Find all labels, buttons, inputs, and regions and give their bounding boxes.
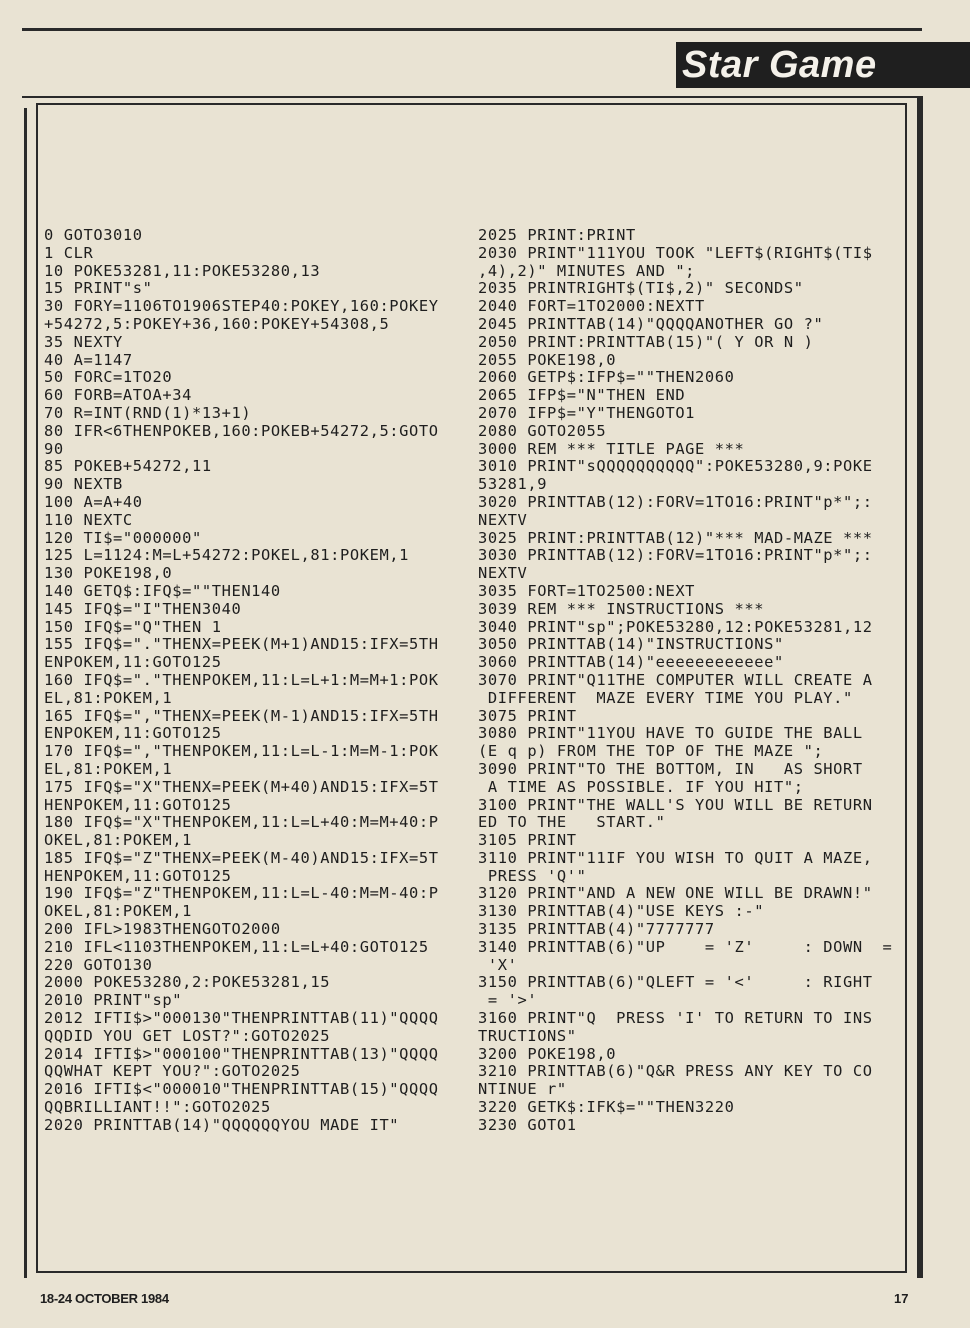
code-line: 30 FORY=1106TO1906STEP40:POKEY,160:POKEY (44, 297, 439, 316)
code-line: 3230 GOTO1 (478, 1115, 577, 1134)
code-line: 3030 PRINTTAB(12):FORV=1TO16:PRINT"p*";: (478, 546, 873, 565)
listing-left-column (44, 227, 470, 1135)
code-line: 90 NEXTB (44, 475, 123, 494)
code-line: 3200 POKE198,0 (478, 1044, 617, 1063)
top-rule (22, 28, 922, 31)
code-line: 3140 PRINTTAB(6)"UP = 'Z' : DOWN = (478, 937, 893, 956)
code-line: (E q p) FROM THE TOP OF THE MAZE "; (478, 742, 824, 761)
code-line: PRESS 'Q'" (478, 866, 587, 885)
code-line: 150 IFQ$="Q"THEN 1 (44, 617, 222, 636)
code-line: HENPOKEM,11:GOTO125 (44, 866, 232, 885)
code-line: 0 GOTO3010 (44, 226, 143, 244)
code-line: EL,81:POKEM,1 (44, 759, 173, 778)
code-line: 2055 POKE198,0 (478, 350, 617, 369)
code-line: DIFFERENT MAZE EVERY TIME YOU PLAY." (478, 688, 853, 707)
code-line: OKEL,81:POKEM,1 (44, 831, 192, 850)
code-line: 40 A=1147 (44, 350, 133, 369)
code-line: 3160 PRINT"Q PRESS 'I' TO RETURN TO INS (478, 1009, 873, 1028)
code-line: 125 L=1124:M=L+54272:POKEL,81:POKEM,1 (44, 546, 410, 565)
code-line: HENPOKEM,11:GOTO125 (44, 795, 232, 814)
code-line: QQBRILLIANT!!":GOTO2025 (44, 1098, 271, 1117)
code-line: 3135 PRINTTAB(4)"7777777 (478, 920, 715, 939)
code-line: 3025 PRINT:PRINTTAB(12)"*** MAD-MAZE *** (478, 528, 873, 547)
code-line: 2035 PRINTRIGHT$(TI$,2)" SECONDS" (478, 279, 804, 298)
code-line: 2020 PRINTTAB(14)"QQQQQQYOU MADE IT" (44, 1115, 400, 1134)
code-line: 2060 GETP$:IFP$=""THEN2060 (478, 368, 735, 387)
code-line: 60 FORB=ATOA+34 (44, 386, 192, 405)
code-line: 3040 PRINT"sp";POKE53280,12:POKE53281,12 (478, 617, 873, 636)
code-line: 3020 PRINTTAB(12):FORV=1TO16:PRINT"p*";: (478, 492, 873, 511)
code-line: 120 TI$="000000" (44, 528, 202, 547)
code-line: 80 IFR<6THENPOKEB,160:POKEB+54272,5:GOTO (44, 421, 439, 440)
code-line: 3050 PRINTTAB(14)"INSTRUCTIONS" (478, 635, 784, 654)
footer-page-number: 17 (894, 1291, 909, 1306)
code-line: 3150 PRINTTAB(6)"QLEFT = '<' : RIGHT (478, 973, 873, 992)
code-line: 175 IFQ$="X"THENX=PEEK(M+40)AND15:IFX=5T (44, 777, 439, 796)
code-line: = '>' (478, 991, 538, 1010)
code-line: 3060 PRINTTAB(14)"eeeeeeeeeeee" (478, 653, 784, 672)
code-line: 3100 PRINT"THE WALL'S YOU WILL BE RETURN (478, 795, 873, 814)
code-line: 3105 PRINT (478, 831, 577, 850)
code-line: +54272,5:POKEY+36,160:POKEY+54308,5 (44, 314, 390, 333)
code-line: 180 IFQ$="X"THENPOKEM,11:L=L+40:M=M+40:P (44, 813, 439, 832)
code-line: ENPOKEM,11:GOTO125 (44, 724, 222, 743)
code-line: 220 GOTO130 (44, 955, 153, 974)
code-line: 3075 PRINT (478, 706, 577, 725)
code-line: 155 IFQ$="."THENX=PEEK(M+1)AND15:IFX=5TH (44, 635, 439, 654)
code-line: 3000 REM *** TITLE PAGE *** (478, 439, 745, 458)
code-line: 2025 PRINT:PRINT (478, 226, 636, 244)
code-line: ED TO THE START." (478, 813, 666, 832)
listing-right-column (478, 227, 908, 1135)
code-line: 110 NEXTC (44, 510, 133, 529)
code-line: 2070 IFP$="Y"THENGOTO1 (478, 403, 696, 422)
code-line: 2010 PRINT"sp" (44, 991, 183, 1010)
code-line: ,4),2)" MINUTES AND "; (478, 261, 696, 280)
code-line: 140 GETQ$:IFQ$=""THEN140 (44, 581, 281, 600)
code-line: 50 FORC=1TO20 (44, 368, 173, 387)
code-line: A TIME AS POSSIBLE. IF YOU HIT"; (478, 777, 804, 796)
code-line: QQWHAT KEPT YOU?":GOTO2025 (44, 1062, 301, 1081)
code-line: TRUCTIONS" (478, 1026, 577, 1045)
code-line: 3035 FORT=1TO2500:NEXT (478, 581, 696, 600)
code-line: 145 IFQ$="I"THEN3040 (44, 599, 242, 618)
code-line: 10 POKE53281,11:POKE53280,13 (44, 261, 321, 280)
code-line: 3130 PRINTTAB(4)"USE KEYS :-" (478, 902, 765, 921)
code-line: NEXTV (478, 564, 528, 583)
code-line: NEXTV (478, 510, 528, 529)
code-line: 170 IFQ$=","THENPOKEM,11:L=L-1:M=M-1:POK (44, 742, 439, 761)
code-line: 3090 PRINT"TO THE BOTTOM, IN AS SHORT (478, 759, 863, 778)
code-line: 85 POKEB+54272,11 (44, 457, 212, 476)
code-line: 100 A=A+40 (44, 492, 143, 511)
left-margin-bar (24, 108, 27, 1278)
code-line: 2065 IFP$="N"THEN END (478, 386, 686, 405)
code-line: 3039 REM *** INSTRUCTIONS *** (478, 599, 765, 618)
code-line: EL,81:POKEM,1 (44, 688, 173, 707)
code-line: 53281,9 (478, 475, 548, 494)
code-line: 3070 PRINT"Q11THE COMPUTER WILL CREATE A (478, 670, 873, 689)
code-line: 2012 IFTI$>"000130"THENPRINTTAB(11)"QQQQ (44, 1009, 439, 1028)
code-line: 160 IFQ$="."THENPOKEM,11:L=L+1:M=M+1:POK (44, 670, 439, 689)
code-line: 3080 PRINT"11YOU HAVE TO GUIDE THE BALL (478, 724, 863, 743)
code-line: 200 IFL>1983THENGOTO2000 (44, 920, 281, 939)
code-line: 3220 GETK$:IFK$=""THEN3220 (478, 1098, 735, 1117)
code-line: 2080 GOTO2055 (478, 421, 607, 440)
header-rule (22, 96, 922, 98)
code-line: 165 IFQ$=","THENX=PEEK(M-1)AND15:IFX=5TH (44, 706, 439, 725)
code-line: 2045 PRINTTAB(14)"QQQQANOTHER GO ?" (478, 314, 824, 333)
code-line: 210 IFL<1103THENPOKEM,11:L=L+40:GOTO125 (44, 937, 429, 956)
code-line: 2050 PRINT:PRINTTAB(15)"( Y OR N ) (478, 332, 814, 351)
code-line: QQDID YOU GET LOST?":GOTO2025 (44, 1026, 331, 1045)
code-line: 3210 PRINTTAB(6)"Q&R PRESS ANY KEY TO CO (478, 1062, 873, 1081)
code-line: 90 (44, 439, 64, 458)
code-line: 3120 PRINT"AND A NEW ONE WILL BE DRAWN!" (478, 884, 873, 903)
code-line: 2040 FORT=1TO2000:NEXTT (478, 297, 705, 316)
code-line: 'X' (478, 955, 518, 974)
code-line: 2030 PRINT"111YOU TOOK "LEFT$(RIGHT$(TI$ (478, 243, 873, 262)
code-line: 190 IFQ$="Z"THENPOKEM,11:L=L-40:M=M-40:P (44, 884, 439, 903)
code-line: 2000 POKE53280,2:POKE53281,15 (44, 973, 331, 992)
code-line: ENPOKEM,11:GOTO125 (44, 653, 222, 672)
code-line: 2014 IFTI$>"000100"THENPRINTTAB(13)"QQQQ (44, 1044, 439, 1063)
code-line: NTINUE r" (478, 1080, 567, 1099)
code-line: 15 PRINT"s" (44, 279, 153, 298)
right-margin-bar (917, 96, 923, 1278)
footer-issue-date: 18-24 OCTOBER 1984 (40, 1291, 169, 1306)
section-banner: Star Game (676, 42, 970, 88)
code-line: 2016 IFTI$<"000010"THENPRINTTAB(15)"QQQQ (44, 1080, 439, 1099)
code-line: 3110 PRINT"11IF YOU WISH TO QUIT A MAZE, (478, 848, 873, 867)
code-line: OKEL,81:POKEM,1 (44, 902, 192, 921)
code-line: 185 IFQ$="Z"THENX=PEEK(M-40)AND15:IFX=5T (44, 848, 439, 867)
code-line: 130 POKE198,0 (44, 564, 173, 583)
code-line: 35 NEXTY (44, 332, 123, 351)
code-line: 1 CLR (44, 243, 94, 262)
code-line: 3010 PRINT"sQQQQQQQQQQ":POKE53280,9:POKE (478, 457, 873, 476)
code-line: 70 R=INT(RND(1)*13+1) (44, 403, 252, 422)
